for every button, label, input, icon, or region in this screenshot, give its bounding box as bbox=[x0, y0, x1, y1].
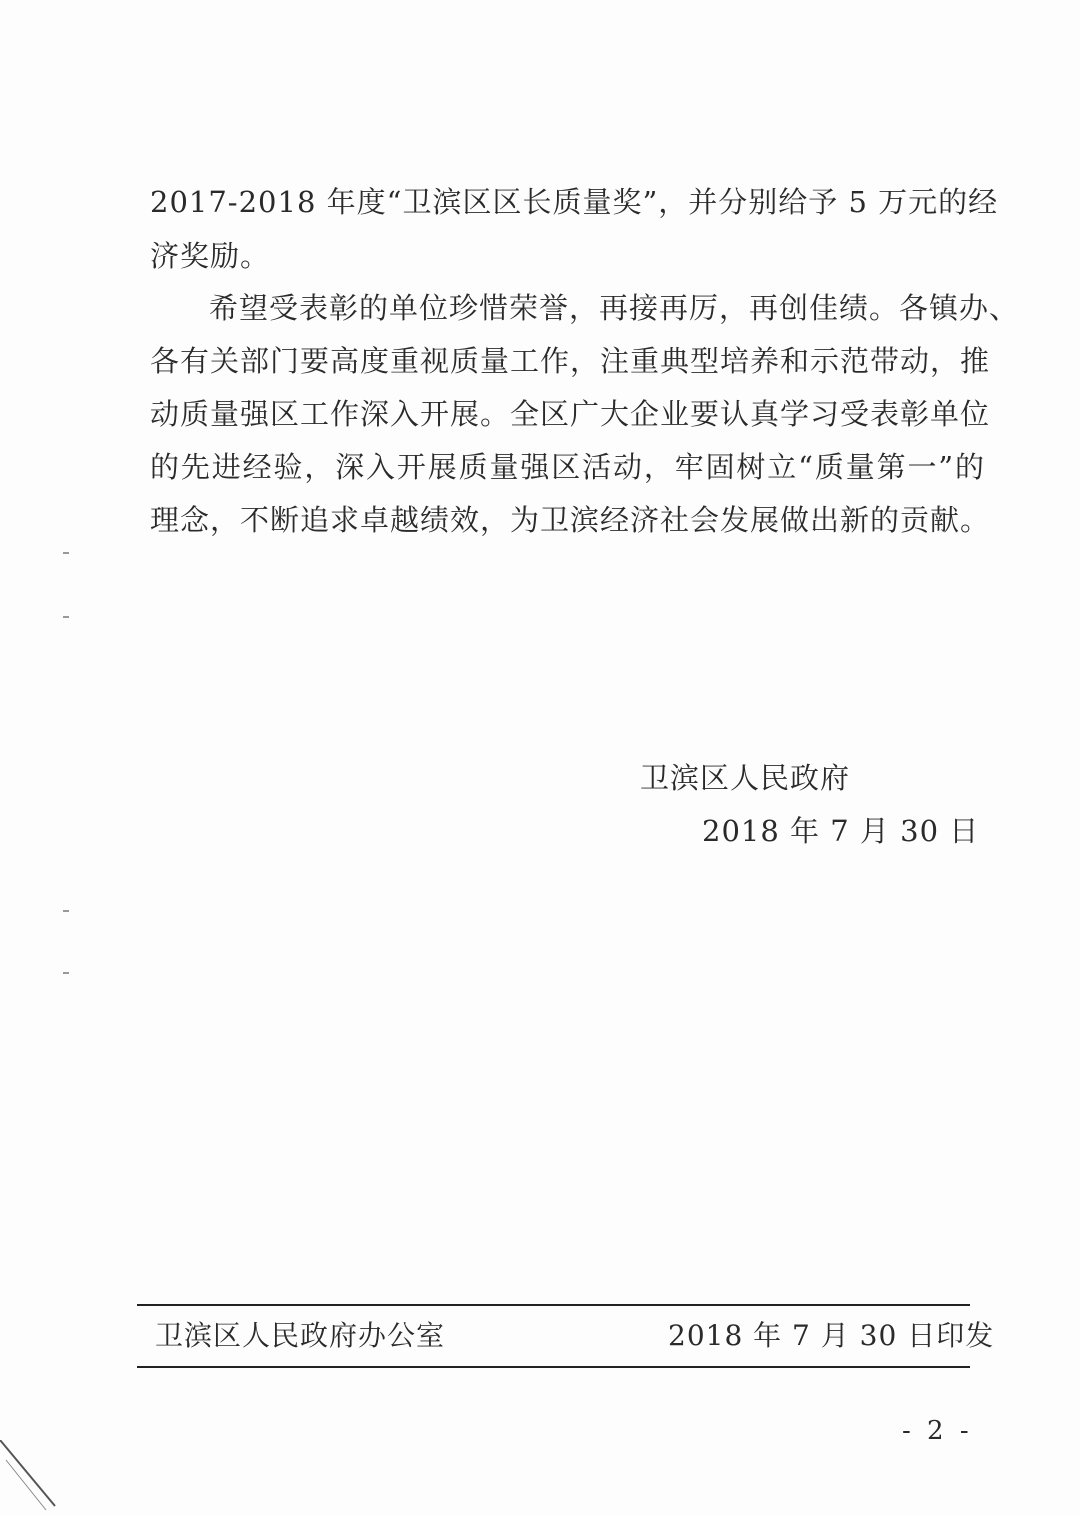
body-line-1: 2017-2018 年度“卫滨区区长质量奖”，并分别给予 5 万元的经 bbox=[150, 185, 999, 219]
scan-mark bbox=[63, 972, 69, 974]
body-line-3: 希望受表彰的单位珍惜荣誉，再接再厉，再创佳绩。各镇办、 bbox=[209, 291, 1020, 325]
page-number: - 2 - bbox=[902, 1416, 973, 1446]
footer-issuer: 卫滨区人民政府办公室 bbox=[155, 1319, 446, 1352]
footer-top-rule bbox=[137, 1304, 970, 1306]
body-line-6: 的先进经验，深入开展质量强区活动，牢固树立“质量第一”的 bbox=[150, 450, 985, 484]
signature-date: 2018 年 7 月 30 日 bbox=[702, 814, 980, 848]
body-line-5: 动质量强区工作深入开展。全区广大企业要认真学习受表彰单位 bbox=[150, 397, 991, 431]
scan-mark bbox=[63, 552, 69, 554]
footer-issued-date: 2018 年 7 月 30 日印发 bbox=[668, 1319, 995, 1352]
body-line-4: 各有关部门要高度重视质量工作，注重典型培养和示范带动，推 bbox=[150, 344, 991, 378]
scan-mark bbox=[63, 910, 69, 912]
body-line-2: 济奖励。 bbox=[150, 239, 271, 273]
footer-bottom-rule bbox=[137, 1366, 970, 1368]
signature-organization: 卫滨区人民政府 bbox=[640, 761, 851, 795]
scan-corner-scratch bbox=[0, 1440, 70, 1516]
scan-mark bbox=[63, 616, 69, 618]
body-line-7: 理念，不断追求卓越绩效，为卫滨经济社会发展做出新的贡献。 bbox=[150, 503, 991, 537]
